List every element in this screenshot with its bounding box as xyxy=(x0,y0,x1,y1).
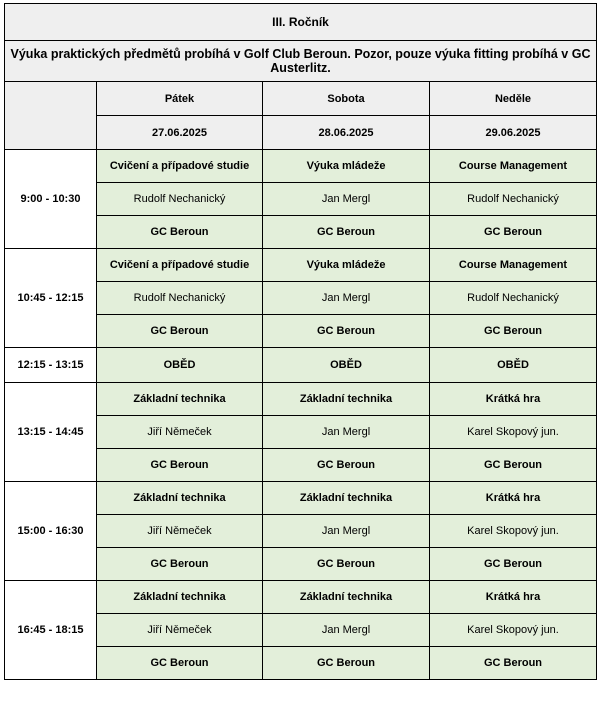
place-cell: GC Beroun xyxy=(430,647,597,680)
teacher-cell: Rudolf Nechanický xyxy=(97,183,263,216)
time-slot: 13:15 - 14:45 xyxy=(5,383,97,482)
teacher-cell: Jiří Němeček xyxy=(97,416,263,449)
day-header: Sobota xyxy=(263,82,430,116)
lunch-cell: OBĚD xyxy=(263,348,430,383)
page-subtitle: Výuka praktických předmětů probíhá v Golf Club Beroun. Pozor, pouze výuka fitting probíhá v GC Austerlitz. xyxy=(5,41,597,82)
teacher-cell: Karel Skopový jun. xyxy=(430,515,597,548)
day-header: Pátek xyxy=(97,82,263,116)
teacher-cell: Jiří Němeček xyxy=(97,515,263,548)
subject-cell: Cvičení a případové studie xyxy=(97,150,263,183)
place-cell: GC Beroun xyxy=(263,315,430,348)
teacher-cell: Rudolf Nechanický xyxy=(430,282,597,315)
time-slot: 15:00 - 16:30 xyxy=(5,482,97,581)
date-header: 28.06.2025 xyxy=(263,116,430,150)
teacher-cell: Rudolf Nechanický xyxy=(430,183,597,216)
place-cell: GC Beroun xyxy=(97,449,263,482)
subject-cell: Krátká hra xyxy=(430,581,597,614)
place-cell: GC Beroun xyxy=(263,216,430,249)
teacher-cell: Jiří Němeček xyxy=(97,614,263,647)
date-header: 27.06.2025 xyxy=(97,116,263,150)
subject-cell: Course Management xyxy=(430,249,597,282)
date-header: 29.06.2025 xyxy=(430,116,597,150)
place-cell: GC Beroun xyxy=(263,548,430,581)
lunch-cell: OBĚD xyxy=(430,348,597,383)
subject-cell: Krátká hra xyxy=(430,383,597,416)
subject-cell: Základní technika xyxy=(97,482,263,515)
place-cell: GC Beroun xyxy=(97,548,263,581)
subject-cell: Základní technika xyxy=(97,581,263,614)
place-cell: GC Beroun xyxy=(97,216,263,249)
teacher-cell: Jan Mergl xyxy=(263,515,430,548)
subject-cell: Základní technika xyxy=(263,383,430,416)
teacher-cell: Rudolf Nechanický xyxy=(97,282,263,315)
place-cell: GC Beroun xyxy=(263,647,430,680)
page-title: III. Ročník xyxy=(5,4,597,41)
teacher-cell: Jan Mergl xyxy=(263,614,430,647)
place-cell: GC Beroun xyxy=(97,315,263,348)
place-cell: GC Beroun xyxy=(430,315,597,348)
time-slot: 12:15 - 13:15 xyxy=(5,348,97,383)
time-slot: 9:00 - 10:30 xyxy=(5,150,97,249)
subject-cell: Cvičení a případové studie xyxy=(97,249,263,282)
place-cell: GC Beroun xyxy=(430,216,597,249)
corner-cell xyxy=(5,82,97,150)
day-header: Neděle xyxy=(430,82,597,116)
teacher-cell: Karel Skopový jun. xyxy=(430,614,597,647)
subject-cell: Základní technika xyxy=(263,581,430,614)
subject-cell: Krátká hra xyxy=(430,482,597,515)
subject-cell: Základní technika xyxy=(97,383,263,416)
place-cell: GC Beroun xyxy=(430,548,597,581)
teacher-cell: Jan Mergl xyxy=(263,416,430,449)
time-slot: 16:45 - 18:15 xyxy=(5,581,97,680)
schedule-table xyxy=(4,3,597,680)
subject-cell: Základní technika xyxy=(263,482,430,515)
place-cell: GC Beroun xyxy=(430,449,597,482)
subject-cell: Výuka mládeže xyxy=(263,150,430,183)
subject-cell: Course Management xyxy=(430,150,597,183)
teacher-cell: Jan Mergl xyxy=(263,282,430,315)
teacher-cell: Karel Skopový jun. xyxy=(430,416,597,449)
place-cell: GC Beroun xyxy=(97,647,263,680)
teacher-cell: Jan Mergl xyxy=(263,183,430,216)
subject-cell: Výuka mládeže xyxy=(263,249,430,282)
time-slot: 10:45 - 12:15 xyxy=(5,249,97,348)
place-cell: GC Beroun xyxy=(263,449,430,482)
lunch-cell: OBĚD xyxy=(97,348,263,383)
